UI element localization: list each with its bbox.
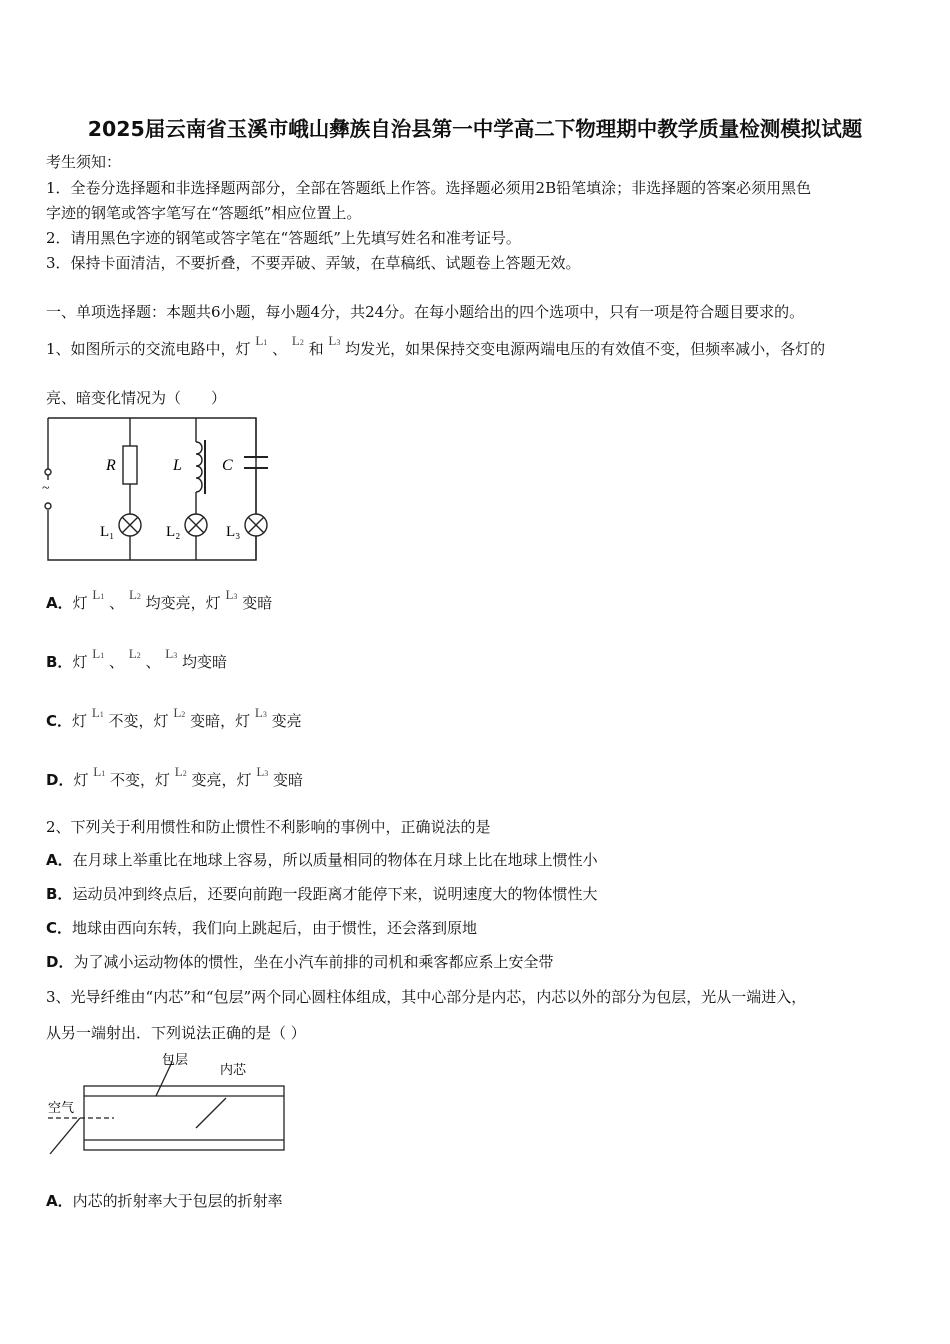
q3-stem-cont: 从另一端射出．下列说法正确的是（ ）	[46, 1024, 306, 1042]
optical-fiber-diagram	[44, 1050, 294, 1160]
q1-option-c: C．灯 L1 不变，灯 L2 变暗，灯 L3 变亮	[46, 705, 302, 730]
q1-option-b: B．灯 L1 、 L2 、 L3 均变暗	[46, 646, 228, 671]
ac-source-symbol: ~	[42, 481, 50, 496]
core-label: 内芯	[220, 1062, 247, 1077]
notice-heading: 考生须知：	[46, 153, 122, 171]
notice-item-1: 1．全卷分选择题和非选择题两部分，全部在答题纸上作答。选择题必须用2B铅笔填涂；非选择题的答案必须用黑色	[46, 179, 812, 197]
section-heading: 一、单项选择题：本题共6小题，每小题4分，共24分。在每小题给出的四个选项中，只有一项是符合题目要求的。	[46, 303, 805, 321]
lamp-l2-label: L₂	[166, 524, 181, 540]
q2-stem: 2、下列关于利用惯性和防止惯性不利影响的事例中，正确说法的是	[46, 818, 491, 836]
air-label: 空气	[48, 1100, 75, 1115]
inductor-label: L	[173, 457, 182, 474]
page-title: 2025届云南省玉溪市峨山彝族自治县第一中学高二下物理期中教学质量检测模拟试题	[87, 117, 863, 141]
resistor-label: R	[106, 457, 116, 474]
q2-option-b: B．运动员冲到终点后，还要向前跑一段距离才能停下来，说明速度大的物体惯性大	[46, 885, 598, 903]
q2-option-d: D．为了减小运动物体的惯性，坐在小汽车前排的司机和乘客都应系上安全带	[46, 953, 554, 971]
q2-option-c: C．地球由西向东转，我们向上跳起后，由于惯性，还会落到原地	[46, 919, 478, 937]
q1-stem-cont: 亮、暗变化情况为（ ）	[46, 389, 227, 407]
notice-item-3: 3．保持卡面清洁，不要折叠，不要弄破、弄皱，在草稿纸、试题卷上答题无效。	[46, 254, 581, 272]
q1-stem: 1、如图所示的交流电路中，灯 L1 、 L2 和 L3 均发光，如果保持交变电源两端电压的有效值不变，但频率减小，各灯的	[46, 333, 826, 358]
cladding-label: 包层	[162, 1052, 189, 1067]
q3-stem: 3、光导纤维由“内芯”和“包层”两个同心圆柱体组成，其中心部分是内芯，内芯以外的部分为包层，光从一端进入，	[46, 988, 807, 1006]
capacitor-label: C	[222, 457, 233, 474]
notice-item-2: 2．请用黑色字迹的钢笔或答字笔在“答题纸”上先填写姓名和准考证号。	[46, 229, 521, 247]
lamp-l1-label: L₁	[100, 524, 115, 540]
lamp-l3-label: L₃	[226, 524, 241, 540]
circuit-diagram	[36, 410, 276, 568]
q1-option-a: A．灯 L1 、 L2 均变亮，灯 L3 变暗	[46, 587, 273, 612]
q3-option-a: A．内芯的折射率大于包层的折射率	[46, 1192, 283, 1210]
notice-item-1-cont: 字迹的钢笔或答字笔写在“答题纸”相应位置上。	[46, 204, 362, 222]
q2-option-a: A．在月球上举重比在地球上容易，所以质量相同的物体在月球上比在地球上惯性小	[46, 851, 598, 869]
q1-option-d: D．灯 L1 不变，灯 L2 变亮，灯 L3 变暗	[46, 764, 304, 789]
